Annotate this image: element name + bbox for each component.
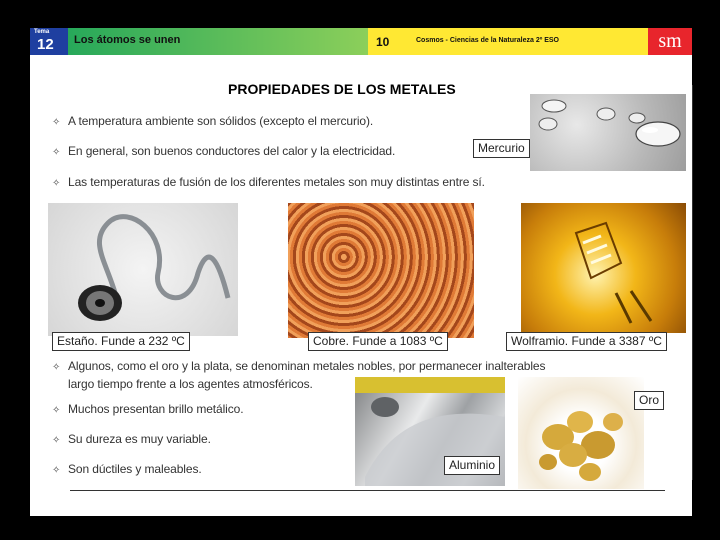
publisher-logo: sm: [648, 28, 692, 55]
book-title: Cosmos - Ciencias de la Naturaleza 2º ESO: [416, 37, 559, 44]
bullet-text: En general, son buenos conductores del calor y la electricidad.: [68, 144, 396, 158]
bullet-item: [52, 402, 243, 416]
book-title-bar: [404, 28, 648, 55]
bullet-text: Las temperaturas de fusión de los diferentes metales son muy distintas entre sí.: [68, 175, 485, 189]
caption-tungsten: Wolframio. Funde a 3387 ºC: [506, 332, 667, 351]
caption-tin: Estaño. Funde a 232 ºC: [52, 332, 190, 351]
tema-number: 12: [37, 36, 54, 53]
unit-title-bar: [68, 28, 368, 55]
bullet-item: [52, 114, 373, 128]
slide-frame-bottom: [70, 490, 665, 491]
caption-copper: Cobre. Funde a 1083 ºC: [308, 332, 448, 351]
bullet-text: A temperatura ambiente son sólidos (excepto el mercurio).: [68, 114, 374, 128]
bullet-item: [52, 462, 202, 476]
slide-frame-right: [686, 85, 693, 480]
copper-photo: [288, 203, 474, 338]
bullet-icon: ✧: [52, 362, 61, 373]
bullet-item: [52, 144, 395, 158]
bullet-icon: ✧: [52, 405, 61, 416]
lamp-filament-icon: [521, 203, 686, 333]
caption-gold: Oro: [634, 391, 664, 410]
tema-badge: [30, 28, 68, 55]
bullet-text: Algunos, como el oro y la plata, se denominan metales nobles, por permanecer inalterables: [68, 359, 546, 373]
page-number: 10: [376, 35, 390, 49]
tema-label: Tema: [34, 29, 50, 35]
page-title: PROPIEDADES DE LOS METALES: [228, 81, 456, 97]
tin-photo: [48, 203, 238, 336]
caption-mercury: Mercurio: [473, 139, 530, 158]
bullet-text: Son dúctiles y maleables.: [68, 462, 202, 476]
caption-aluminum: Aluminio: [444, 456, 500, 475]
bullet-item: [52, 432, 211, 446]
bullet-text-continued: largo tiempo frente a los agentes atmosféricos.: [68, 377, 313, 391]
bullet-icon: ✧: [52, 435, 61, 446]
tin-wire-icon: [48, 203, 238, 336]
gold-nuggets-icon: [518, 377, 644, 489]
page-number-box: [368, 28, 404, 55]
unit-title: Los átomos se unen: [74, 34, 181, 46]
tungsten-photo: [521, 203, 686, 333]
mercury-drops-icon: [530, 94, 686, 171]
bullet-text: Su dureza es muy variable.: [68, 432, 211, 446]
mercury-photo: [530, 94, 686, 171]
bullet-icon: ✧: [52, 465, 61, 476]
gold-photo: [518, 377, 644, 489]
bullet-text: Muchos presentan brillo metálico.: [68, 402, 244, 416]
bullet-icon: ✧: [52, 178, 61, 189]
bullet-icon: ✧: [52, 147, 61, 158]
slide: [30, 28, 692, 516]
bullet-icon: ✧: [52, 117, 61, 128]
bullet-item: [52, 175, 485, 189]
